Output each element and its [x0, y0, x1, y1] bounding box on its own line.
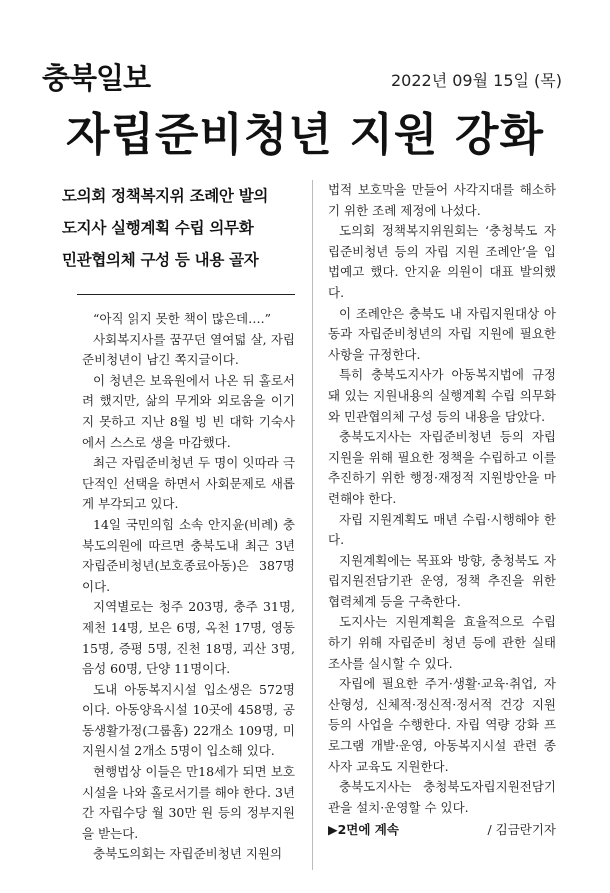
- paragraph: 지원계획에는 목표와 방향, 충청북도 자립지원전담기관 운영, 정책 추진을 위한 협력체계 등을 구축한다.: [328, 552, 556, 609]
- subheadline-3: 민관협의체 구성 등 내용 골자: [62, 251, 259, 269]
- paragraph: 이 청년은 보육원에서 나온 뒤 홀로서려 했지만, 삶의 무게와 외로움을 이기지 못하고 지난 8월 빙 빈 대학 기숙사에서 스스로 생을 마감했다.: [82, 372, 295, 450]
- paragraph: 도의회 정책복지위원회는 ‘충청북도 자립준비청년 등의 자립 지원 조례안’을 입법예고 했다. 안지윤 의원이 대표 발의했다.: [328, 223, 556, 300]
- paragraph: “아직 읽지 못한 책이 많은데….”: [93, 311, 271, 326]
- continued-note: ▶2면에 계속: [328, 822, 399, 838]
- headline: 자립준비청년 지원 강화: [65, 108, 545, 161]
- byline: / 김금란기자: [487, 822, 556, 838]
- paragraph: 최근 자립준비청년 두 명이 잇따라 극단적인 선택을 하면서 사회문제로 새롭게 부각되고 있다.: [82, 455, 295, 512]
- subheadline-2: 도지사 실행계획 수립 의무화: [62, 219, 254, 237]
- paragraph: 충북도지사는 자립준비청년 등의 자립 지원을 위해 필요한 정책을 수립하고 이를 추진하기 위한 행정·재정적 지원방안을 마련해야 한다.: [328, 429, 556, 506]
- article-column-left: [62, 180, 295, 865]
- paragraph: 이 조례안은 충북도 내 자립지원대상 아동과 자립준비청년의 자립 지원에 필요한 사항을 규정한다.: [328, 305, 556, 362]
- paragraph: 법적 보호막을 만들어 사각지대를 해소하기 위한 조례 제정에 나섰다.: [328, 182, 556, 218]
- paragraph: 도지사는 지원계획을 효율적으로 수립하기 위해 자립준비 청년 등에 관한 실태조사를 실시할 수 있다.: [328, 614, 556, 671]
- article-column-right: [328, 180, 556, 841]
- publication-date: 2022년 09월 15일 (목): [390, 71, 562, 90]
- subhead-divider: [77, 294, 295, 295]
- paragraph: 14일 국민의힘 소속 안지윤(비례) 충북도의원에 따르면 충북도내 최근 3년 자립준비청년(보호종료아동)은 387명이다.: [82, 516, 295, 594]
- article-footer: [328, 820, 556, 841]
- paragraph: 자립에 필요한 주거·생활·교육·취업, 자산형성, 신체적·정신적·정서적 건강 지원 등의 사업을 수행한다. 자립 역량 강화 프로그램 개발·운영, 아동복지시설 관련 종사자 교육도 지원한다.: [328, 676, 556, 774]
- newspaper-name: 충북일보: [42, 61, 151, 95]
- paragraph: 자립 지원계획도 매년 수립·시행해야 한다.: [328, 511, 556, 548]
- paragraph: 도내 아동복지시설 입소생은 572명이다. 아동양육시설 10곳에 458명, 공동생활가정(그룹홈) 22개소 109명, 미지원시설 2개소 5명이 입소해 있다.: [82, 681, 295, 759]
- paragraph: 현행법상 이들은 만18세가 되면 보호시설을 나와 홀로서기를 해야 한다. 3년간 자립수당 월 30만 원 등의 정부지원을 받는다.: [82, 764, 295, 841]
- column-divider: [312, 180, 313, 870]
- paragraph: 충북도의회는 자립준비청년 지원의: [93, 846, 283, 862]
- paragraph: 충북도지사는 충청북도자립지원전담기관을 설치·운영할 수 있다.: [328, 779, 556, 815]
- paragraph: 사회복지사를 꿈꾸던 열여덟 살, 자립준비청년이 남긴 쪽지글이다.: [82, 331, 295, 368]
- subheadline-1: 도의회 정책복지위 조례안 발의: [62, 187, 269, 205]
- paragraph: 지역별로는 청주 203명, 충주 31명, 제천 14명, 보은 6명, 옥천 17명, 영동 15명, 증평 5명, 진천 18명, 괴산 3명, 음성 60명, 단양 11명이다.: [82, 599, 295, 677]
- paragraph: 특히 충북도지사가 아동복지법에 규정돼 있는 지원내용의 실행계획 수립 의무화와 민관협의체 구성 등의 내용을 담았다.: [328, 367, 556, 424]
